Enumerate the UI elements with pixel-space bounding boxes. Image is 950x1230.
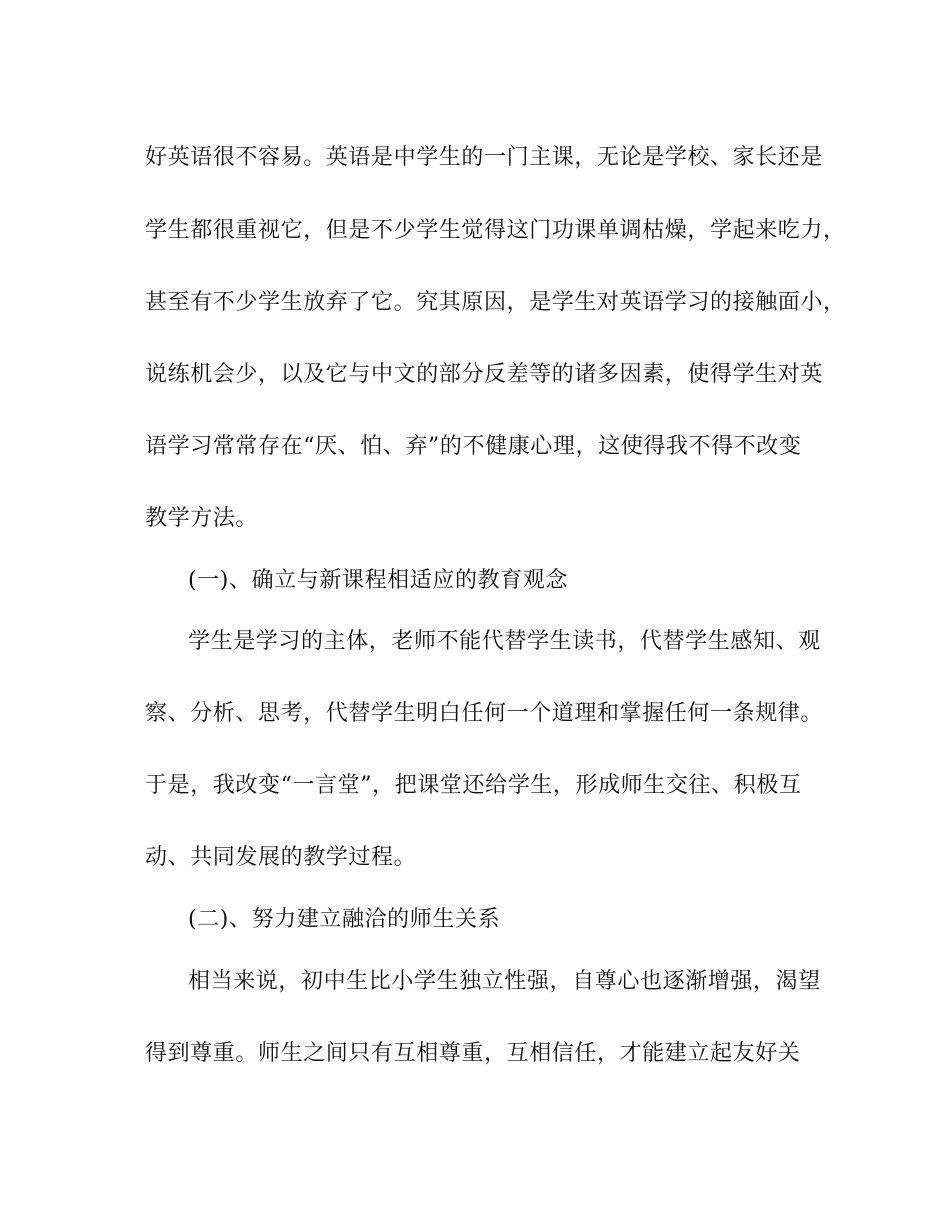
- paragraph-line: 甚至有不少学生放弃了它。究其原因，是学生对英语学习的接触面小，: [145, 290, 846, 315]
- paragraph-line: 相当来说，初中生比小学生独立性强，自尊心也逐渐增强，渴望: [188, 969, 821, 994]
- paragraph-line: 察、分析、思考，代替学生明白任何一个道理和掌握任何一条规律。: [145, 701, 824, 726]
- paragraph-line: 好英语很不容易。英语是中学生的一门主课，无论是学校、家长还是: [145, 145, 824, 170]
- paragraph-line: 得到尊重。师生之间只有互相尊重，互相信任，才能建立起友好关: [145, 1041, 801, 1066]
- paragraph-line: 教学方法。: [145, 506, 259, 531]
- paragraph-line: 动、共同发展的教学过程。: [145, 845, 417, 870]
- paragraph-line: 于是，我改变“一言堂”，把课堂还给学生，形成师生交往、积极互: [145, 773, 802, 798]
- paragraph-line: 说练机会少，以及它与中文的部分反差等的诸多因素，使得学生对英: [145, 362, 824, 387]
- paragraph-line: 学生是学习的主体，老师不能代替学生读书，代替学生感知、观: [188, 629, 821, 654]
- paragraph-line: 语学习常常存在“厌、怕、弃”的不健康心理，这使得我不得不改变: [145, 434, 802, 459]
- section-heading: (二)、努力建立融洽的师生关系: [188, 907, 501, 932]
- section-heading: (一)、确立与新课程相适应的教育观念: [188, 568, 568, 593]
- paragraph-line: 学生都很重视它，但是不少学生觉得这门功课单调枯燥，学起来吃力，: [145, 218, 846, 243]
